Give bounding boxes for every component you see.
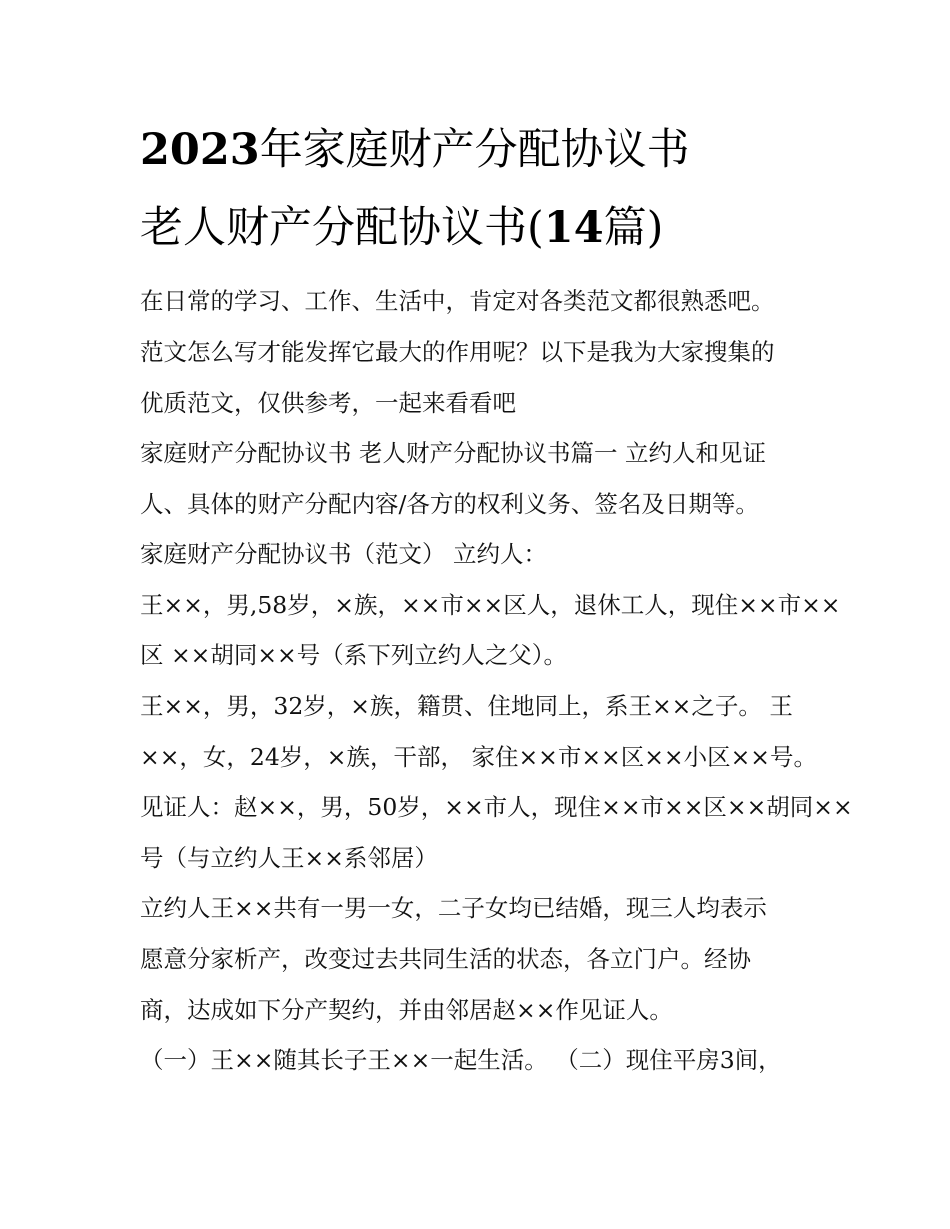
title-main-text: 年家庭财产分配协议书: [259, 125, 690, 175]
title-subtitle-tail: 篇): [603, 203, 664, 253]
body-text-line: 王××，男，32岁，×族，籍贯、住地同上，系王××之子。 王: [140, 692, 793, 720]
body-text-line: 在日常的学习、工作、生活中，肯定对各类范文都很熟悉吧。: [140, 287, 775, 315]
body-text-line: 号（与立约人王××系邻居）: [140, 844, 438, 872]
body-text-line: 范文怎么写才能发挥它最大的作用呢？以下是我为大家搜集的: [140, 338, 775, 366]
body-text-line: 家庭财产分配协议书（范文） 立约人：: [140, 540, 547, 568]
body-text-line: 优质范文，仅供参考，一起来看看吧: [140, 389, 516, 417]
document-title-line-2: [140, 200, 840, 256]
body-text-line: 家庭财产分配协议书 老人财产分配协议书篇一 立约人和见证: [140, 439, 766, 467]
body-text-line: 人、具体的财产分配内容/各方的权利义务、签名及日期等。: [140, 490, 759, 518]
body-text-line: 见证人：赵××，男，50岁，××市人，现住××市××区××胡同××: [140, 793, 853, 821]
body-text-line: （一）王××随其长子王××一起生活。 （二）现住平房3间，: [140, 1046, 782, 1074]
title-count: 14: [543, 203, 604, 253]
body-text-line: 立约人王××共有一男一女，二子女均已结婚，现三人均表示: [140, 894, 767, 922]
body-text-line: 王××，男,58岁，×族，××市××区人，退休工人，现住××市××: [140, 591, 841, 619]
document-title-line-1: [140, 122, 840, 178]
body-text-line: ××，女，24岁，×族，干部， 家住××市××区××小区××号。: [140, 743, 817, 771]
body-text-line: 区 ××胡同××号（系下列立约人之父）。: [140, 641, 567, 669]
body-text-line: 愿意分家析产，改变过去共同生活的状态，各立门户。经协: [140, 945, 751, 973]
title-year: 2023: [140, 125, 260, 175]
body-text-line: 商，达成如下分产契约，并由邻居赵××作见证人。: [140, 996, 673, 1024]
title-subtitle-text: 老人财产分配协议书(: [140, 203, 544, 253]
